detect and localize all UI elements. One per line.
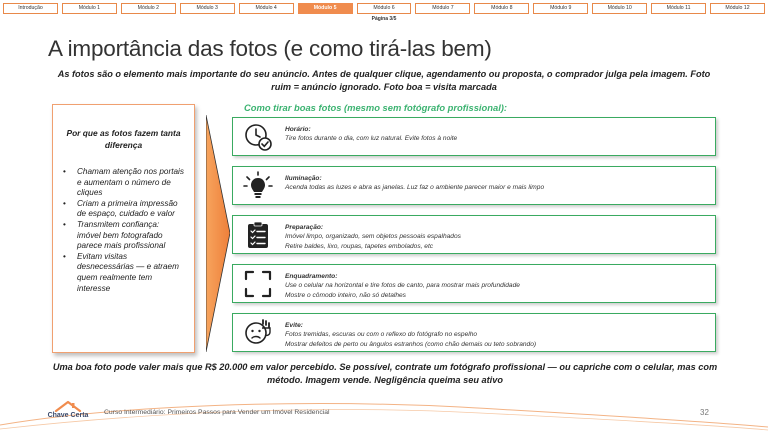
why-list-item: • Criam a primeira impressão de espaço, cuidado e valor — [63, 199, 184, 220]
tip-title: Preparação: — [285, 224, 324, 231]
tip-card-preparacao — [232, 215, 716, 254]
house-roof-icon — [54, 400, 82, 412]
tip-line: Tire fotos durante o dia, com luz natural. Evite fotos à noite — [285, 135, 458, 143]
clock-check-icon — [243, 122, 273, 152]
why-list-item: • Evitam visitas desnecessárias — e atraem quem realmente tem interesse — [63, 252, 184, 294]
why-list — [63, 167, 184, 294]
tab-modulo-2[interactable]: Módulo 2 — [121, 3, 176, 14]
tab-modulo-11[interactable]: Módulo 11 — [651, 3, 706, 14]
lightbulb-icon — [243, 171, 273, 201]
tip-line: Mostre o cômodo inteiro, não só detalhes — [285, 291, 406, 299]
logo-text: Chave Certa — [47, 412, 89, 419]
why-list-item: • Transmitem confiança: imóvel bem fotografado parece mais profissional — [63, 220, 184, 252]
tip-line: Use o celular na horizontal e tire fotos de canto, para mostrar mais profundidade — [285, 282, 520, 290]
slide-title: A importância das fotos (e como tirá-las bem) — [48, 36, 492, 61]
tab-modulo-9[interactable]: Módulo 9 — [533, 3, 588, 14]
page-number: 32 — [700, 408, 709, 417]
tip-title: Horário: — [285, 126, 311, 133]
tab-modulo-4[interactable]: Módulo 4 — [239, 3, 294, 14]
why-photos-card — [52, 104, 195, 353]
tip-card-horario — [232, 117, 716, 156]
tab-modulo-1[interactable]: Módulo 1 — [62, 3, 117, 14]
page-indicator: Página 3/5 — [371, 16, 397, 22]
tip-line: Retire baldes, lixo, roupas, tapetes embolados, etc — [285, 242, 434, 250]
tip-card-evite — [232, 313, 716, 352]
tab-modulo-6[interactable]: Módulo 6 — [357, 3, 412, 14]
clipboard-checklist-icon — [243, 220, 273, 250]
frame-corners-icon — [243, 269, 273, 299]
tip-line: Mostrar defeitos de perto ou ângulos estranhos (como chão demais ou teto sobrando) — [285, 340, 537, 348]
tip-title: Iluminação: — [285, 175, 322, 182]
conclusion-text: Uma boa foto pode valer mais que R$ 20.000 em valor percebido. Se possível, contrate um fotógrafo profissional — ou capriche com o celular, mas com método. Imagem vende. Negligência queima seu ativo — [52, 362, 718, 385]
tab-introducao[interactable]: Introdução — [3, 3, 58, 14]
sad-face-stop-icon — [243, 318, 273, 348]
why-card-title: Por que as fotos fazem tanta diferença — [66, 128, 181, 150]
tab-modulo-3[interactable]: Módulo 3 — [180, 3, 235, 14]
tip-line: Imóvel limpo, organizado, sem objetos pessoais espalhados — [285, 233, 461, 241]
chave-certa-logo — [38, 400, 98, 424]
module-nav — [3, 3, 765, 14]
course-name: Curso Intermediário: Primeiros Passos para Vender um Imóvel Residencial — [104, 409, 330, 416]
intro-text: As fotos são o elemento mais importante do seu anúncio. Antes de qualquer clique, agendamento ou proposta, o comprador julga pela imagem. Foto ruim = anúncio ignorado. Foto boa = visita marcada — [57, 69, 711, 92]
tips-heading: Como tirar boas fotos (mesmo sem fotógrafo profissional): — [244, 102, 508, 113]
tab-modulo-10[interactable]: Módulo 10 — [592, 3, 647, 14]
tab-modulo-5[interactable]: Módulo 5 — [298, 3, 353, 14]
tip-title: Evite: — [285, 322, 303, 329]
tip-card-iluminacao — [232, 166, 716, 205]
tip-title: Enquadramento: — [285, 273, 338, 280]
tip-line: Fotos tremidas, escuras ou com o reflexo do fotógrafo no espelho — [285, 331, 478, 339]
why-list-item: • Chamam atenção nos portais e aumentam o número de cliques — [63, 167, 184, 199]
tab-modulo-12[interactable]: Módulo 12 — [710, 3, 765, 14]
tab-modulo-8[interactable]: Módulo 8 — [474, 3, 529, 14]
tab-modulo-7[interactable]: Módulo 7 — [415, 3, 470, 14]
arrow-chevron-icon — [206, 115, 230, 352]
tip-card-enquadramento — [232, 264, 716, 303]
tip-line: Acenda todas as luzes e abra as janelas. Luz faz o ambiente parecer maior e mais limpo — [285, 184, 545, 192]
